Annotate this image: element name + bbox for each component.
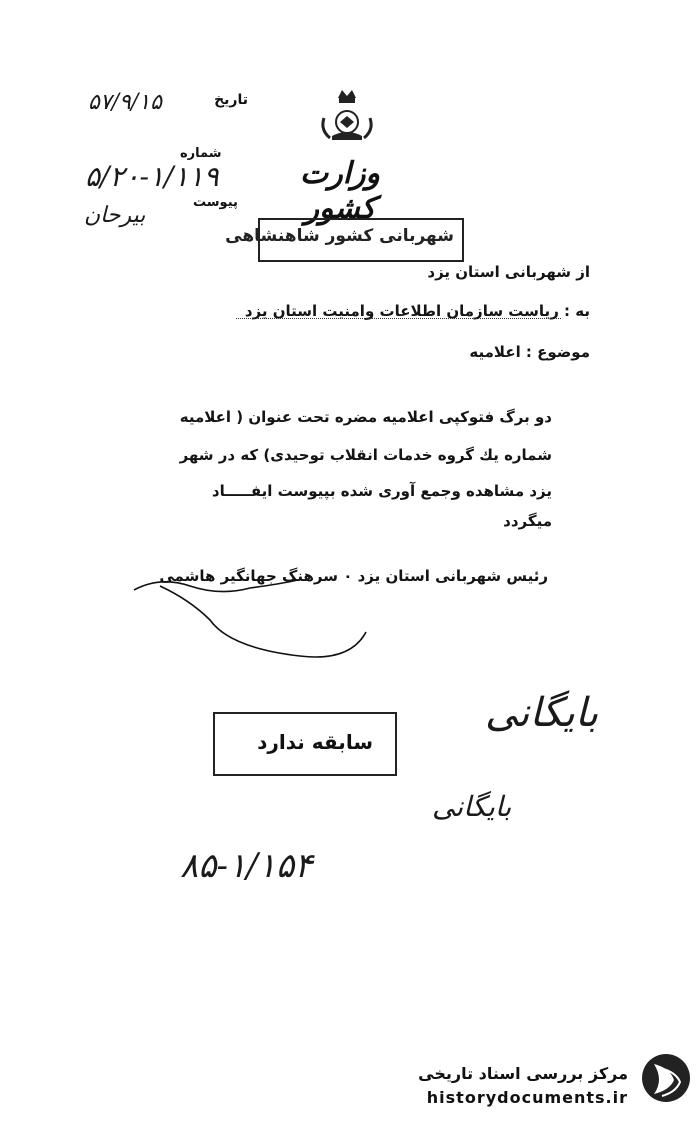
from-line: از شهربانی استان یزد [427, 263, 590, 281]
handwritten-signature: بایگانی [485, 690, 599, 736]
police-stamp-text: شهربانی کشور شاهنشاهی [225, 226, 454, 246]
ministry-title: وزارت کشور [299, 156, 381, 226]
attachment-label: پیوست [193, 195, 238, 210]
date-field [88, 90, 248, 120]
body-line: یزد مشاهده وجمع آوری شده بپیوست ایفـــــاد [211, 482, 552, 500]
body-line: میگردد [503, 512, 552, 530]
archive-stamp-text: سابقه ندارد [257, 730, 373, 754]
handwritten-bottom-number: ۸۵-۱/۱۵۴ [180, 846, 313, 886]
lion-sun-emblem-icon [312, 88, 382, 146]
archive-stamp [213, 712, 397, 776]
number-label: شماره [180, 146, 222, 161]
signature-scribble [130, 570, 370, 660]
number-value: ۵/۲۰-۱/۱۱۹ [85, 160, 219, 193]
signature-name: رئیس شهربانی استان یزد ۰ سرهنگ جهانگیر هاشمی [159, 567, 548, 585]
watermark-title: مرکز بررسی اسناد تاریخی [418, 1064, 628, 1083]
watermark-url: historydocuments.ir [426, 1088, 628, 1107]
date-value: ۵۷/۹/۱۵ [88, 90, 162, 115]
body-line: دو برگ فتوکپی اعلامیه مضره تحت عنوان ( اعلامیه [179, 408, 552, 426]
attachment-value: بیرحان [84, 203, 146, 228]
handwritten-note: بایگانی [432, 790, 512, 823]
police-stamp [225, 218, 464, 262]
to-underline [236, 318, 561, 319]
body-line: شماره یك گروه خدمات انقلاب توحیدی) که در شهر [179, 446, 552, 464]
to-line: به : ریاست سازمان اطلاعات وامنیت استان یزد [244, 302, 590, 320]
archive-logo-icon [640, 1050, 692, 1106]
date-label: تاریخ [214, 92, 248, 108]
subject-line: موضوع : اعلامیه [469, 343, 590, 361]
